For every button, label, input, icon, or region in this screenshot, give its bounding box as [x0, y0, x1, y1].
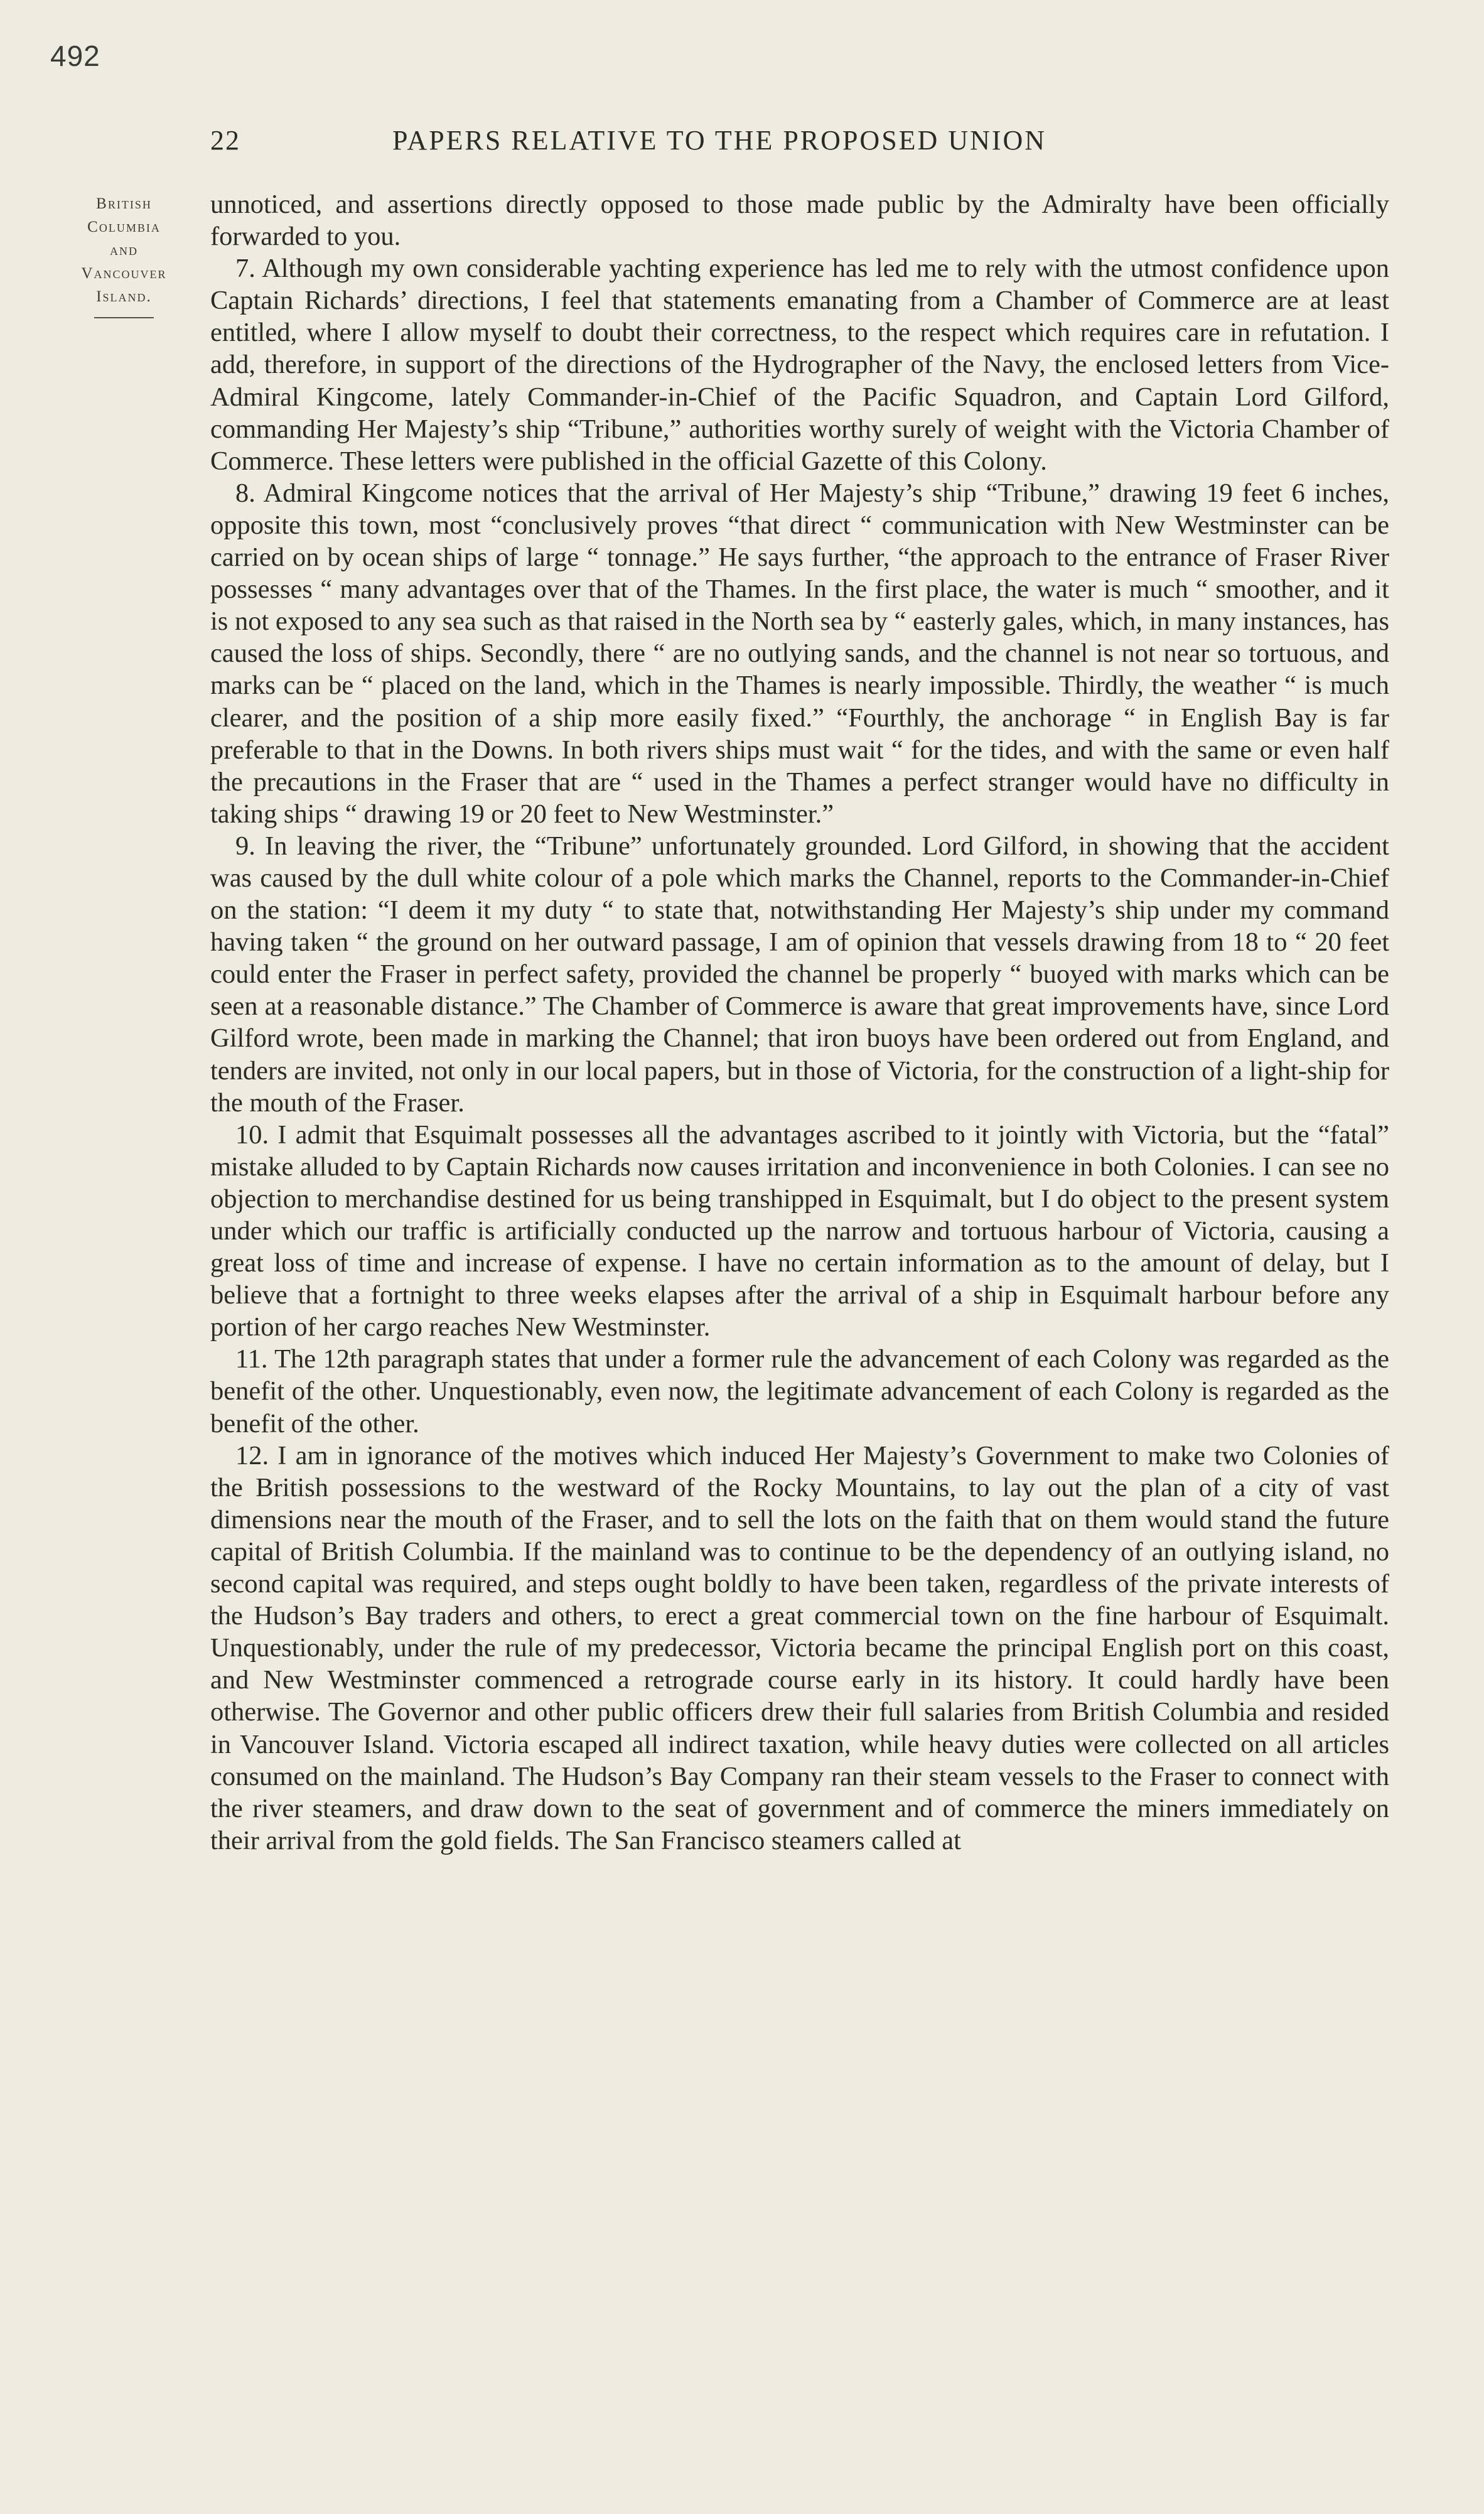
paragraph-11: 11. The 12th paragraph states that under a former rule the advancement of each Colony was regarded as the benefit of the other. Unquestionably, even now, the legitimate advancement of each Colony is regarded as the benefit of the other. — [210, 1344, 1389, 1438]
sidenote-line: Vancouver — [81, 265, 167, 282]
body-text — [210, 188, 1389, 1857]
paragraph-9: 9. In leaving the river, the “Tribune” unfortunately grounded. Lord Gilford, in showing that the accident was caused by the dull white colour of a pole which marks the Channel, reports to the Commander-in-Chief on the station: “I deem it my duty “ to state that, notwithstanding Her Majesty’s ship under my command having taken “ the ground on her outward passage, I am of opinion that vessels drawing from 18 to “ 20 feet could enter the Fraser in perfect safety, provided the channel be properly “ buoyed with marks which can be seen at a reasonable distance.” The Chamber of Commerce is aware that great improvements have, since Lord Gilford wrote, been made in marking the Channel; that iron buoys have been ordered out from England, and tenders are invited, not only in our local papers, but in those of Victoria, for the construction of a light-ship for the mouth of the Fraser. — [210, 831, 1389, 1118]
paragraph-7: 7. Although my own considerable yachting experience has led me to rely with the utmost confidence upon Captain Richards’ directions, I feel that statements emanating from a Chamber of Commerce are at least entitled, where I allow myself to doubt their correctness, to the respect which requires care in refutation. I add, therefore, in support of the directions of the Hydrographer of the Navy, the enclosed letters from Vice-Admiral Kingcome, lately Commander-in-Chief of the Pacific Squadron, and Captain Lord Gilford, commanding Her Majesty’s ship “Tribune,” authorities worthy surely of weight with the Victoria Chamber of Commerce. These letters were published in the official Gazette of this Colony. — [210, 254, 1389, 476]
page-title: PAPERS RELATIVE TO THE PROPOSED UNION — [392, 125, 1047, 156]
sidenote-line: Island. — [96, 288, 152, 305]
sidenote-line: British — [96, 195, 152, 212]
sidenote-line: and — [110, 242, 138, 259]
paragraph-continuation: unnoticed, and assertions directly opposed to those made public by the Admiralty have been officially forwarded to you. — [210, 190, 1389, 252]
archive-page-number: 492 — [50, 40, 100, 72]
paragraph-12: 12. I am in ignorance of the motives which induced Her Majesty’s Government to make two Colonies of the British possessions to the westward of the Rocky Mountains, to lay out the plan of a city of vast dimensions near the mouth of the Fraser, and to sell the lots on the faith that on them would stand the future capital of British Columbia. If the mainland was to continue to be the dependency of an outlying island, no second capital was required, and steps ought boldly to have been taken, regardless of the private interests of the Hudson’s Bay traders and others, to erect a great commercial town on the fine harbour of Esquimalt. Unquestionably, under the rule of my predecessor, Victoria became the principal English port on this coast, and New Westminster commenced a retrograde course early in its history. It could hardly have been otherwise. The Governor and other public officers drew their full salaries from British Columbia and resided in Vancouver Island. Victoria escaped all indirect taxation, while heavy duties were collected on all articles consumed on the mainland. The Hudson’s Bay Company ran their steam vessels to the Fraser to connect with the river steamers, and draw down to the seat of government and of commerce the miners immediately on their arrival from the gold fields. The San Francisco steamers called at — [210, 1440, 1389, 1855]
paragraph-8: 8. Admiral Kingcome notices that the arrival of Her Majesty’s ship “Tribune,” drawing 19 feet 6 inches, opposite this town, most “conclusively proves “that direct “ communication with New Westminster can be carried on by ocean ships of large “ tonnage.” He says further, “the approach to the entrance of Fraser River possesses “ many advantages over that of the Thames. In the first place, the water is much “ smoother, and it is not exposed to any sea such as that raised in the North sea by “ easterly gales, which, in many instances, has caused the loss of ships. Secondly, there “ are no outlying sands, and the channel is not near so tortuous, and marks can be “ placed on the land, which in the Thames is nearly impossible. Thirdly, the weather “ is much clearer, and the position of a ship more easily fixed.” “Fourthly, the anchorage “ in English Bay is far preferable to that in the Downs. In both rivers ships must wait “ for the tides, and with the same or even half the precautions in the Fraser that are “ used in the Thames a perfect stranger would have no difficulty in taking ships “ drawing 19 or 20 feet to New Westminster.” — [210, 478, 1389, 829]
page-number: 22 — [210, 125, 240, 156]
running-head — [210, 124, 1390, 162]
sidenote-line: Columbia — [87, 218, 161, 235]
paragraph-10: 10. I admit that Esquimalt possesses all the advantages ascribed to it jointly with Victoria, but the “fatal” mistake alluded to by Captain Richards now causes irritation and inconvenience in both Colonies. I can see no objection to merchandise destined for us being transhipped in Esquimalt, but I do object to the present system under which our traffic is artificially conducted up the narrow and tortuous harbour of Victoria, causing a great loss of time and increase of expense. I have no certain information as to the amount of delay, but I believe that a fortnight to three weeks elapses after the arrival of a ship in Esquimalt harbour before any portion of her cargo reaches New Westminster. — [210, 1119, 1389, 1342]
sidenote-rule — [94, 317, 154, 318]
margin-sidenote — [44, 192, 204, 318]
